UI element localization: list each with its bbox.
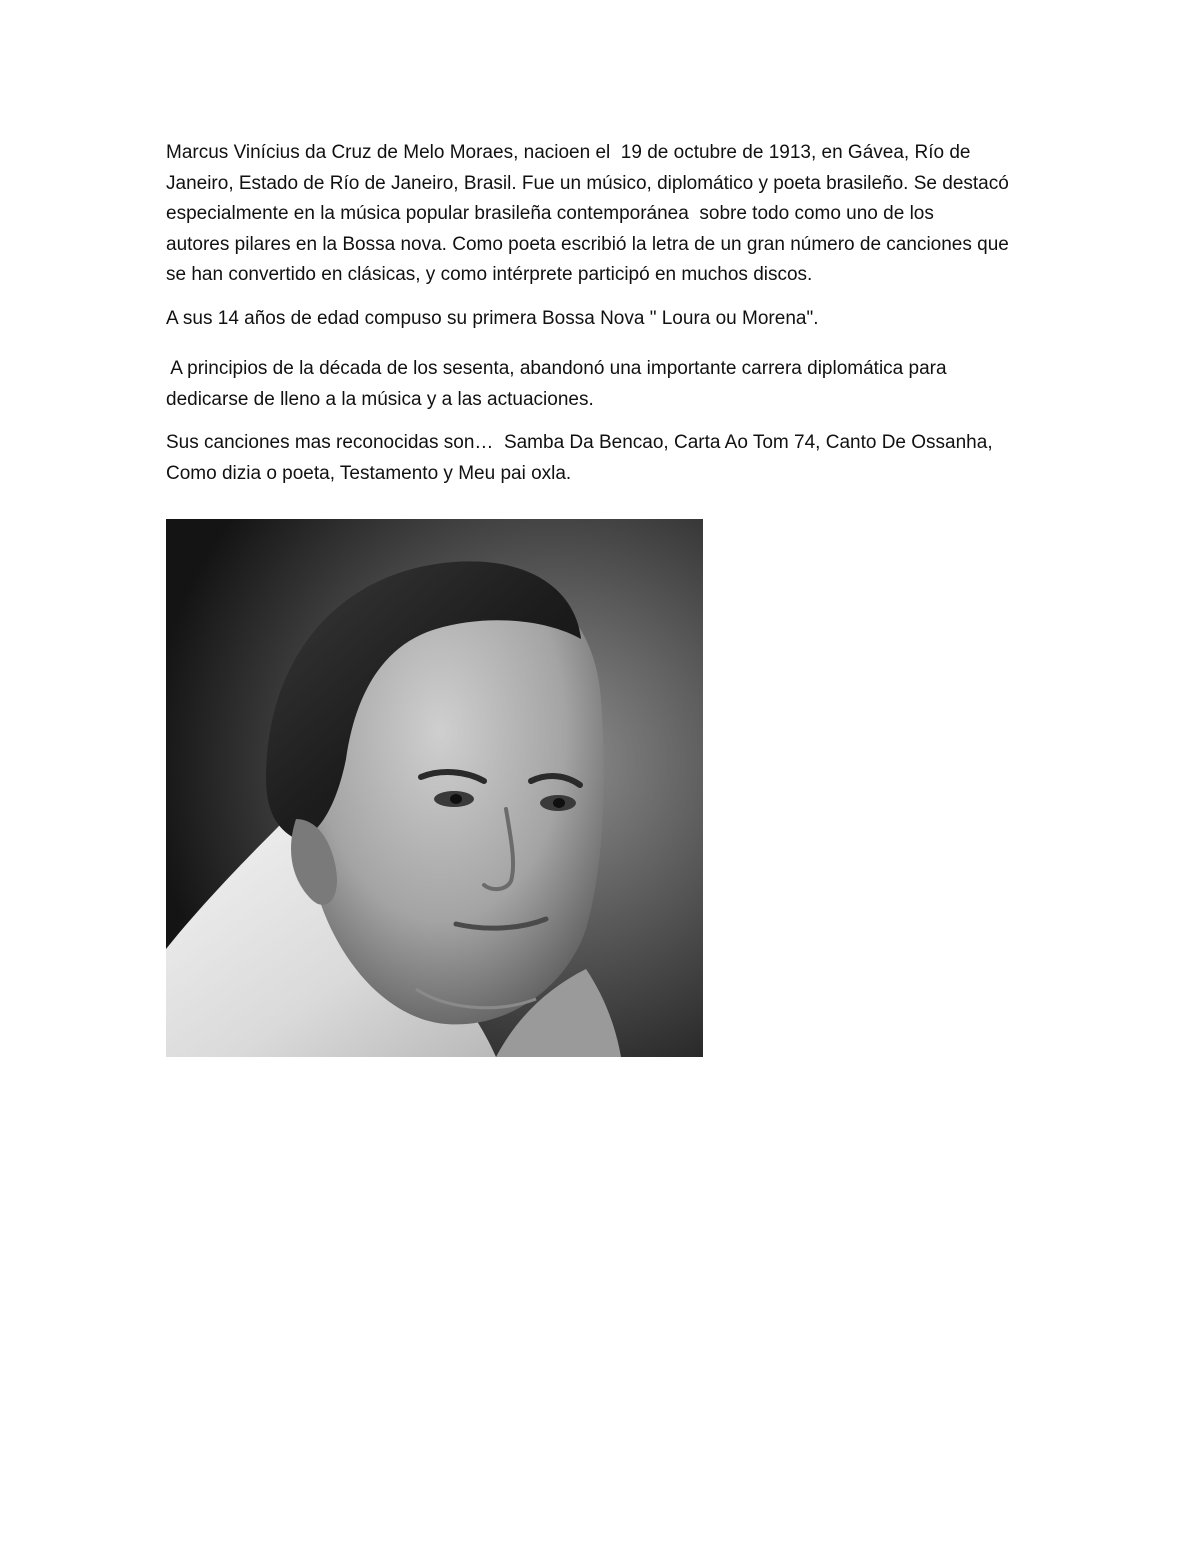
portrait-photo [166, 519, 703, 1057]
text-line: especialmente en la música popular brasileña contemporánea sobre todo como uno de los [166, 203, 934, 224]
paragraph-first-song [166, 304, 1046, 335]
text-line: se han convertido en clásicas, y como intérprete participó en muchos discos. [166, 264, 813, 285]
text-line: Sus canciones mas reconocidas son… Samba Da Bencao, Carta Ao Tom 74, Canto De Ossanha, [166, 432, 993, 453]
text-line: A sus 14 años de edad compuso su primera Bossa Nova " Loura ou Morena". [166, 307, 819, 329]
text-line: Marcus Vinícius da Cruz de Melo Moraes, nacioen el 19 de octubre de 1913, en Gávea, Río de [166, 142, 971, 163]
portrait-image [166, 519, 703, 1057]
paragraph-songs [166, 428, 1046, 489]
document-body [166, 138, 1046, 489]
paragraph-biography [166, 138, 1046, 291]
text-line: autores pilares en la Bossa nova. Como poeta escribió la letra de un gran número de canciones que [166, 233, 1009, 255]
text-line: A principios de la década de los sesenta, abandonó una importante carrera diplomática para [166, 358, 947, 379]
paragraph-career [166, 354, 1046, 415]
text-line: dedicarse de lleno a la música y a las actuaciones. [166, 388, 594, 410]
text-line: Janeiro, Estado de Río de Janeiro, Brasil. Fue un músico, diplomático y poeta brasileño. Se destacó [166, 172, 1009, 194]
text-line: Como dizia o poeta, Testamento y Meu pai oxla. [166, 462, 572, 484]
